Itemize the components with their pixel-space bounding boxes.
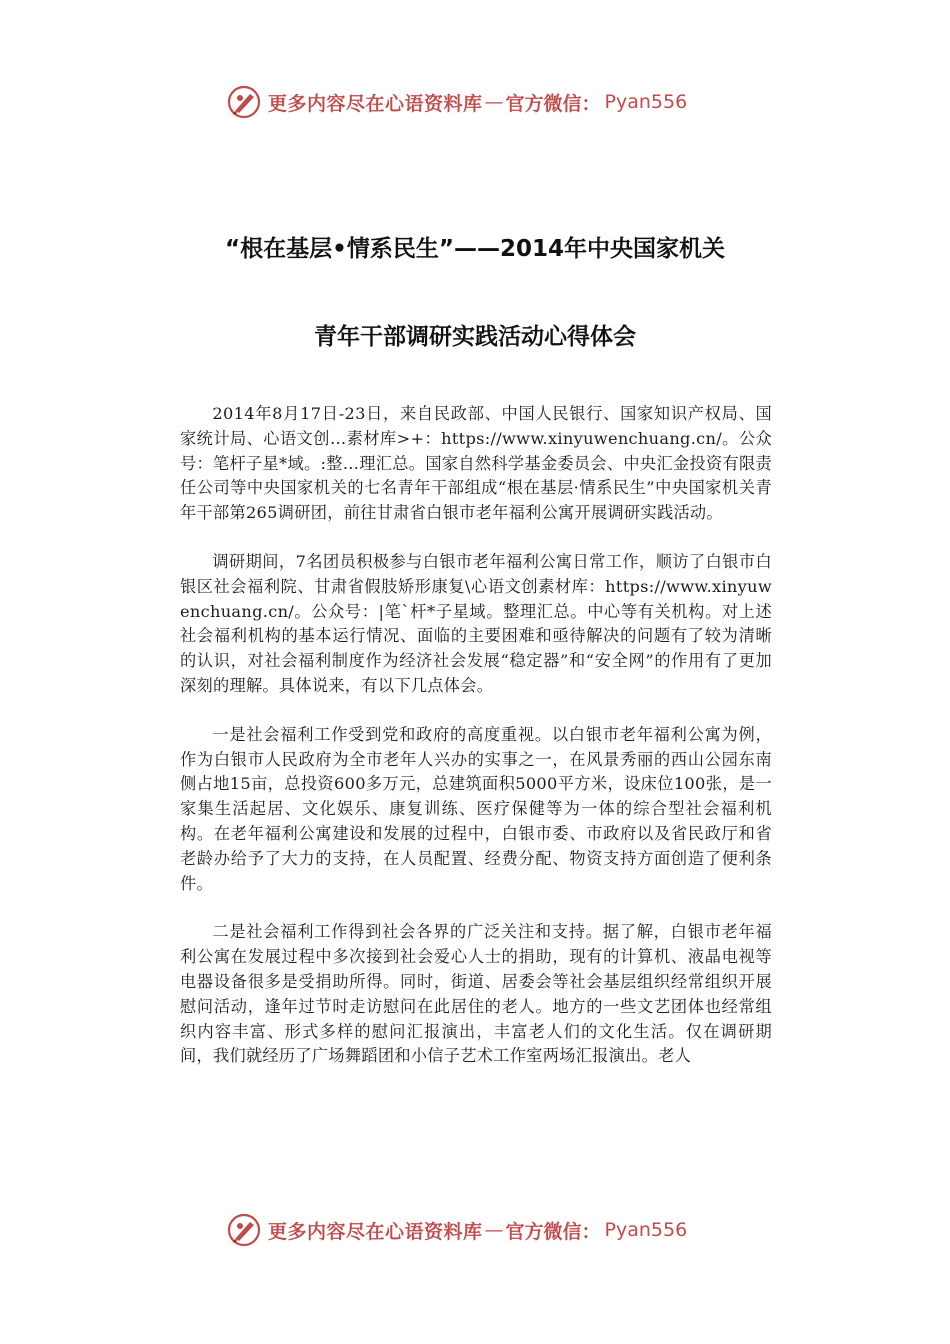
paragraph: 2014年8月17日-23日，来自民政部、中国人民银行、国家知识产权局、国家统计局、心语文创…素材库>+：https://www.xinyuwenchuang.cn/。公众号：笔杆子星*域。:整…理汇总。国家自然科学基金委员会、中央汇金投资有限责任公司等中央国家机关的七名青年干部组成“根在基层·情系民生”中央国家机关青年干部第265调研团，前往甘肃省白银市老年福利公寓开展调研实践活动。 (180, 404, 772, 523)
paragraph: 调研期间，7名团员积极参与白银市老年福利公寓日常工作，顺访了白银市白银区社会福利院、甘肃省假肢矫形康复\心语文创素材库：https://www.xinyuwenchuang.cn/。公众号：|笔`杆*子星域。整理汇总。中心等有关机构。对上述社会福利机构的基本运行情况、面临的主要困难和亟待解决的问题有了较为清晰的认识，对社会福利制度作为经济社会发展“稳定器”和“安全网”的作用有了更加深刻的理解。具体说来，有以下几点体会。 (180, 551, 772, 695)
banner-label: 官方微信： (505, 1220, 601, 1243)
banner-wechat-id: Pyan556 (604, 1219, 688, 1241)
footer-banner (226, 1212, 687, 1248)
banner-wechat-id: Pyan556 (604, 91, 688, 113)
banner-text: 更多内容尽在心语资料库 (268, 1220, 483, 1243)
banner-label: 官方微信： (505, 92, 601, 115)
document-title-line1: “根在基层•情系民生”——2014年中央国家机关 (225, 236, 725, 262)
document-body (180, 402, 772, 1093)
banner-separator: — (484, 91, 504, 113)
pen-circle-logo (226, 84, 262, 120)
pen-circle-logo (226, 1212, 262, 1248)
banner-text: 更多内容尽在心语资料库 (268, 92, 483, 115)
header-banner (226, 84, 687, 120)
paragraph: 一是社会福利工作受到党和政府的高度重视。以白银市老年福利公寓为例，作为白银市人民政府为全市老年人兴办的实事之一，在风景秀丽的西山公园东南侧占地15亩，总投资600多万元，总建筑面积5000平方米，设床位100张，是一家集生活起居、文化娱乐、康复训练、医疗保健等为一体的综合型社会福利机构。在老年福利公寓建设和发展的过程中，白银市委、市政府以及省民政厅和省老龄办给予了大力的支持，在人员配置、经费分配、物资支持方面创造了便利条件。 (180, 724, 772, 893)
banner-separator: — (484, 1219, 504, 1241)
paragraph: 二是社会福利工作得到社会各界的广泛关注和支持。据了解，白银市老年福利公寓在发展过程中多次接到社会爱心人士的捐助，现有的计算机、液晶电视等电器设备很多是受捐助所得。同时，街道、居委会等社会基层组织经常组织开展慰问活动，逢年过节时走访慰问在此居住的老人。地方的一些文艺团体也经常组织内容丰富、形式多样的慰问汇报演出，丰富老人们的文化生活。仅在调研期间，我们就经历了广场舞蹈团和小信子艺术工作室两场汇报演出。老人 (180, 922, 772, 1066)
document-title-line2: 青年干部调研实践活动心得体会 (314, 324, 636, 350)
